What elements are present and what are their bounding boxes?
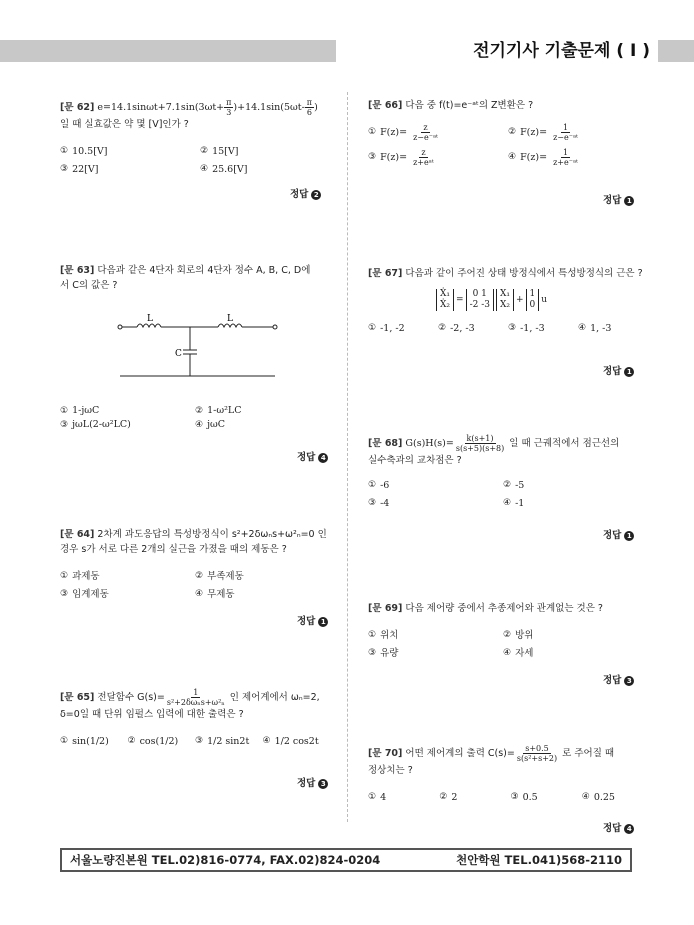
question-text-2: 실수축과의 교차점은 ? [368, 455, 462, 466]
question-number: [문 70] [368, 748, 403, 759]
option-4[interactable]: ④ 0.25 [581, 792, 615, 803]
question-66 [368, 98, 648, 167]
question-63 [60, 263, 340, 293]
option-1[interactable]: ① -6 [368, 480, 390, 491]
options [368, 628, 638, 661]
footer-left-contact: 서울노량진본원 TEL.02)816-0774, FAX.02)824-0204 [70, 853, 381, 867]
options [60, 734, 330, 749]
options-63 [60, 405, 330, 430]
circuit-diagram [115, 310, 285, 385]
question-69 [368, 601, 648, 661]
header-bar-left [0, 40, 336, 62]
inductor-label-1: L [147, 314, 153, 324]
question-67 [368, 266, 648, 336]
question-text-2: 경우 s가 서로 다른 2개의 실근을 가졌을 때의 제동은 ? [60, 544, 287, 555]
question-number: [문 65] [60, 692, 95, 703]
options [60, 144, 340, 177]
answer-62: 정답 2 [290, 186, 321, 200]
answer-69: 정답 3 [603, 672, 634, 686]
option-3[interactable]: ③ jωL(2-ω²LC) [60, 419, 131, 430]
state-equation: Ẋ₁ Ẋ₂ = 0 1 -2 -3 X₁ X₂ + 1 0 u [436, 289, 547, 311]
option-3[interactable]: ③ 유량 [368, 648, 399, 659]
question-text: 2차계 과도응답의 특성방정식이 s²+2δωₙs+ω²ₙ=0 인 [97, 529, 327, 540]
options [368, 321, 648, 336]
option-3[interactable]: ③ 임계제동 [60, 589, 109, 600]
option-2[interactable]: ② -2, -3 [438, 323, 475, 334]
option-3[interactable]: ③ -1, -3 [508, 323, 545, 334]
option-1[interactable]: ① 4 [368, 792, 387, 803]
option-3[interactable]: ③ 0.5 [510, 792, 538, 803]
question-text: 다음과 같은 4단자 회로의 4단자 정수 A, B, C, D에 [97, 265, 311, 276]
column-divider [347, 92, 348, 822]
question-68: [문 68] G(s)H(s)= $\frac{k(s+1)}{s(s+5)(s+8)}$ 일 때 근궤적에서 점근선의 실수축과의 교차점은 ? ① -6 ② -5 ③ -4 ④ -1 [368, 434, 653, 511]
answer-67: 정답 1 [603, 363, 634, 377]
option-2[interactable]: ② cos(1/2) [127, 736, 179, 747]
answer-68: 정답 1 [603, 527, 634, 541]
option-1[interactable]: ① 10.5[V] [60, 146, 108, 157]
option-3[interactable]: ③ 22[V] [60, 164, 99, 175]
question-number: [문 67] [368, 268, 403, 279]
option-2[interactable]: ② -5 [503, 480, 525, 491]
question-text: 다음과 같이 주어진 상태 방정식에서 특성방정식의 근은 ? [405, 268, 643, 279]
option-4[interactable]: ④ F(z)= $\frac{1}{\text{z+e⁻ᵃᵗ}}$ [508, 148, 578, 167]
question-65: [문 65] 전달함수 G(s)= $\frac{1}{\text{s²+2δωₙs+ω²ₙ}}$ 인 제어계에서 ωₙ=2, δ=0일 때 단위 임펄스 입력에 대한 출력은 ? ① sin(1/2) ② cos(1/2) ③ 1/2 sin2t ④ 1/2 cos2t [60, 688, 345, 749]
footer-right-contact: 천안학원 TEL.041)568-2110 [456, 853, 622, 867]
question-number: [문 62] [60, 102, 95, 113]
question-62 [60, 98, 340, 177]
option-3[interactable]: ③ 1/2 sin2t [195, 736, 250, 747]
answer-63: 정답 4 [297, 449, 328, 463]
option-1[interactable]: ① -1, -2 [368, 323, 405, 334]
option-1[interactable]: ① 과제동 [60, 571, 100, 582]
question-text: 다음 제어량 중에서 추종제어와 관계없는 것은 ? [405, 603, 603, 614]
footer-contact-bar [60, 848, 632, 872]
option-4[interactable]: ④ 무제동 [195, 589, 235, 600]
question-text-2: δ=0일 때 단위 임펄스 입력에 대한 출력은 ? [60, 709, 244, 720]
question-number: [문 63] [60, 265, 95, 276]
question-number: [문 66] [368, 100, 403, 111]
option-4[interactable]: ④ 1, -3 [578, 323, 612, 334]
question-70: [문 70] 어떤 제어계의 출력 C(s)= $\frac{s+0.5}{\text{s(s²+s+2)}}$ 로 주어질 때 정상치는 ? ① 4 ② 2 ③ 0.5 ④ 0.25 [368, 744, 653, 805]
question-64 [60, 527, 345, 602]
header-bar-right [658, 40, 694, 62]
option-3[interactable]: ③ -4 [368, 498, 390, 509]
option-1[interactable]: ① 1-jωC [60, 405, 100, 416]
option-4[interactable]: ④ 자세 [503, 648, 534, 659]
question-text-2: 서 C의 값은 ? [60, 280, 118, 291]
question-number: [문 68] [368, 438, 403, 449]
option-2[interactable]: ② 방위 [503, 630, 534, 641]
answer-66: 정답 1 [603, 192, 634, 206]
option-2[interactable]: ② 2 [439, 792, 458, 803]
answer-64: 정답 1 [297, 613, 328, 627]
option-1[interactable]: ① F(z)= $\frac{z}{\text{z−e⁻ᵃᵗ}}$ [368, 123, 438, 142]
question-text: 다음 중 f(t)=e⁻ᵃᵗ의 Z변환은 ? [405, 100, 534, 111]
option-2[interactable]: ② 부족제동 [195, 571, 244, 582]
option-1[interactable]: ① sin(1/2) [60, 736, 109, 747]
options [368, 478, 638, 511]
options [368, 790, 653, 805]
option-4[interactable]: ④ jωC [195, 419, 226, 430]
option-1[interactable]: ① 위치 [368, 630, 399, 641]
question-text: 일 때 실효값은 약 몇 [V]인가 ? [60, 119, 189, 130]
inductor-label-2: L [227, 314, 233, 324]
question-formula: e=14.1sinωt+7.1sin(3ωt+ $\frac{\pi}{3}$ )+14.1sin(5ωt- $\frac{\pi}{6}$ ) [97, 98, 318, 117]
question-number: [문 69] [368, 603, 403, 614]
option-4[interactable]: ④ 1/2 cos2t [262, 736, 319, 747]
answer-70: 정답 4 [603, 820, 634, 834]
answer-65: 정답 3 [297, 775, 328, 789]
question-text-2: 정상치는 ? [368, 765, 413, 776]
option-3[interactable]: ③ F(z)= $\frac{z}{\text{z+eᵃᵗ}}$ [368, 148, 434, 167]
options [60, 569, 330, 602]
capacitor-label: C [175, 349, 182, 359]
page-title: 전기기사 기출문제 ( I ) [473, 41, 650, 61]
question-number: [문 64] [60, 529, 95, 540]
option-4[interactable]: ④ -1 [503, 498, 525, 509]
options [368, 123, 648, 167]
option-2[interactable]: ② F(z)= $\frac{1}{\text{z−e⁻ᵃᵗ}}$ [508, 123, 578, 142]
option-2[interactable]: ② 1-ω²LC [195, 405, 242, 416]
option-4[interactable]: ④ 25.6[V] [200, 164, 248, 175]
option-2[interactable]: ② 15[V] [200, 146, 239, 157]
